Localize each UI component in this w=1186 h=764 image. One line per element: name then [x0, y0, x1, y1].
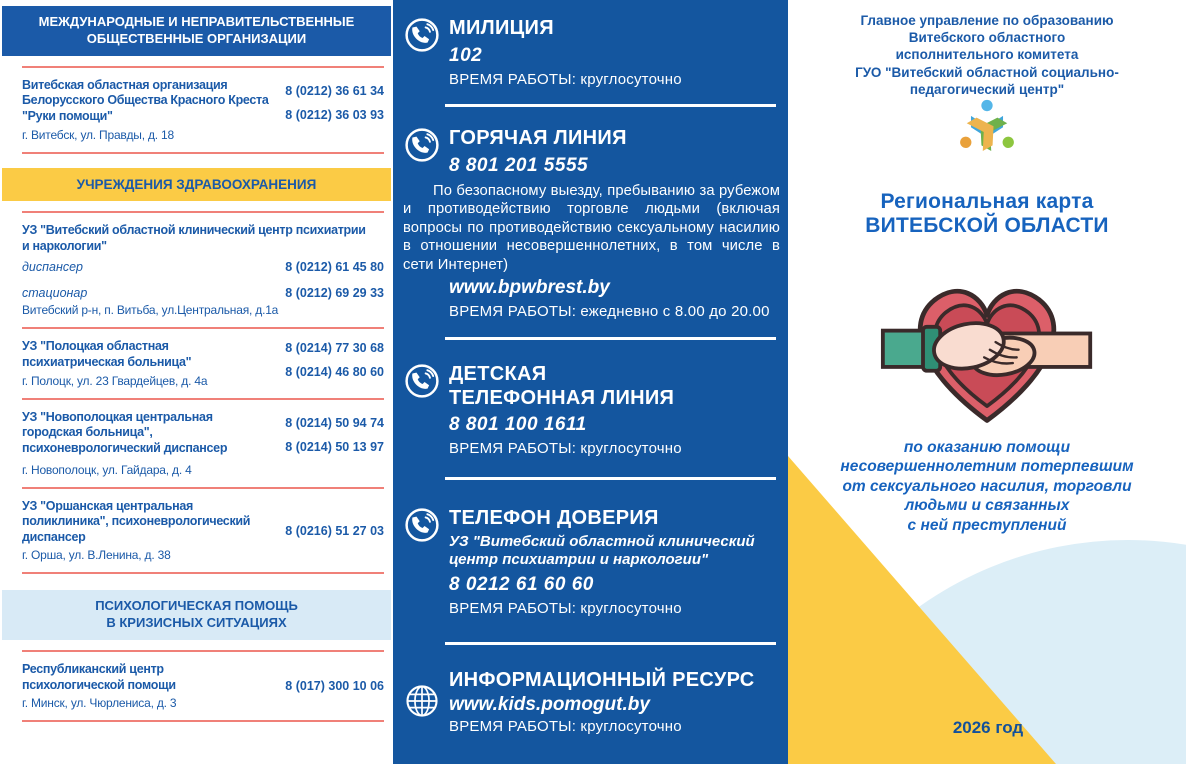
hotline-subtitle: центр психиатрии и наркологии" [449, 550, 709, 568]
entry-title: диспансер [22, 529, 86, 544]
hotline-number: 102 [449, 44, 483, 66]
hotline-number: 8 801 100 1611 [449, 414, 587, 436]
year-label: 2026 год [952, 718, 1024, 737]
entry-address: г. Минск, ул. Чюрлениса, д. 3 [22, 696, 177, 711]
entry-orsha-polyclinic [0, 489, 393, 573]
divider [22, 572, 384, 574]
unit-label: диспансер [22, 260, 83, 275]
entry-title: УЗ "Витебский областной клинический центр психиатрии [22, 223, 366, 238]
banner-international-organizations [2, 6, 391, 56]
divider [445, 642, 776, 645]
hotline-description: По безопасному выезду, пребыванию за рубежом и противодействию торговле людьми (включая вопросы по противодействию сексуальному насилию в отношении несовершеннолетних, в том числе в сети Интернет) [403, 182, 780, 273]
department-name: Главное управление по образованию Витебского областного исполнительного комитета [860, 13, 1114, 62]
entry-title: психоневрологический диспансер [22, 440, 228, 455]
hotline-info-resource [403, 668, 780, 735]
phone-icon [403, 16, 441, 54]
phone-number: 8 (017) 300 10 06 [285, 679, 384, 694]
phone-icon [403, 362, 441, 400]
entry-republican-center [0, 652, 393, 720]
hotline-schedule: ВРЕМЯ РАБОТЫ: ежедневно с 8.00 до 20.00 [449, 303, 770, 321]
hotline-number: 8 0212 61 60 60 [449, 573, 594, 595]
divider [22, 720, 384, 722]
hotline-schedule: ВРЕМЯ РАБОТЫ: круглосуточно [449, 599, 682, 617]
divider [445, 337, 776, 340]
phone-number: 8 (0214) 50 13 97 [285, 439, 384, 454]
hotline-title: ДЕТСКАЯ [449, 363, 547, 385]
phone-number: 8 (0214) 50 94 74 [285, 415, 384, 430]
hotline-website-link[interactable]: www.kids.pomogut.by [449, 693, 650, 715]
hotline-title: ТЕЛЕФОН ДОВЕРИЯ [449, 507, 659, 529]
hotline-title: МИЛИЦИЯ [449, 17, 554, 39]
organization-name: ГУО "Витебский областной социально- педагогический центр" [855, 65, 1119, 97]
hotline-title: ИНФОРМАЦИОННЫЙ РЕСУРС [449, 669, 755, 691]
phone-number: 8 (0216) 51 27 03 [285, 523, 384, 538]
hotline-trust [403, 506, 780, 617]
banner-line: В КРИЗИСНЫХ СИТУАЦИЯХ [106, 615, 287, 631]
center-logo [788, 98, 1186, 169]
entry-title: психиатрическая больница" [22, 355, 192, 370]
hotline-schedule: ВРЕМЯ РАБОТЫ: круглосуточно [449, 717, 682, 735]
phone-number: 8 (0214) 77 30 68 [285, 341, 384, 356]
phone-number: 8 (0214) 46 80 60 [285, 365, 384, 380]
divider [22, 152, 384, 154]
hotline-children [403, 362, 780, 457]
cover-title: Региональная карта ВИТЕБСКОЙ ОБЛАСТИ [865, 190, 1109, 237]
hotlines-panel [393, 0, 788, 764]
entry-title: городская больница", [22, 425, 153, 440]
entry-red-cross [0, 68, 393, 152]
divider [445, 477, 776, 480]
phone-icon [403, 506, 441, 544]
hotline-schedule: ВРЕМЯ РАБОТЫ: круглосуточно [449, 440, 682, 458]
cover-tagline: по оказанию помощи несовершеннолетним потерпевшим от сексуального насилия, торговли людьми и связанных с ней преступлений [840, 439, 1134, 534]
entry-title: УЗ "Оршанская центральная [22, 498, 194, 513]
entry-title: Витебская областная организация [22, 77, 228, 92]
hotline-subtitle: УЗ "Витебский областной клинический [449, 532, 755, 550]
hotline-title: ТЕЛЕФОННАЯ ЛИНИЯ [449, 386, 675, 409]
entry-polotsk-hospital [0, 329, 393, 397]
entry-title: "Руки помощи" [22, 109, 113, 124]
hotline-number: 8 801 201 5555 [449, 154, 589, 176]
banner-line: ОБЩЕСТВЕННЫЕ ОРГАНИЗАЦИИ [86, 30, 307, 46]
entry-vitebsk-psychiatry-center [0, 213, 393, 327]
hotline-title: ГОРЯЧАЯ ЛИНИЯ [449, 127, 627, 149]
hotline-trafficking [403, 126, 780, 320]
entry-address: г. Полоцк, ул. 23 Гвардейцев, д. 4а [22, 373, 208, 388]
banner-line: МЕЖДУНАРОДНЫЕ И НЕПРАВИТЕЛЬСТВЕННЫЕ [38, 14, 355, 29]
hotline-police [403, 16, 780, 88]
hotline-schedule: ВРЕМЯ РАБОТЫ: круглосуточно [449, 70, 682, 88]
entry-title: Белорусского Общества Красного Креста [22, 93, 269, 108]
divider [445, 104, 776, 107]
phone-number: 8 (0212) 36 03 93 [285, 107, 384, 122]
entry-title: поликлиника", психоневрологический [22, 514, 251, 529]
entry-title: УЗ "Новополоцкая центральная [22, 409, 213, 424]
banner-psychological-help [2, 590, 391, 640]
entry-title: Республиканский центр [22, 662, 164, 677]
hotline-website-link[interactable]: www.bpwbrest.by [449, 277, 610, 299]
banner-line: УЧРЕЖДЕНИЯ ЗДРАВООХРАНЕНИЯ [76, 176, 317, 192]
entry-address: г. Новополоцк, ул. Гайдара, д. 4 [22, 462, 192, 477]
contacts-panel [0, 0, 393, 764]
heart-handshake-illustration [788, 258, 1186, 435]
cover-panel [788, 0, 1186, 764]
phone-icon [403, 126, 441, 164]
entry-title: психологической помощи [22, 677, 176, 692]
entry-title: УЗ "Полоцкая областная [22, 339, 169, 354]
phone-number: 8 (0212) 69 29 33 [285, 286, 384, 301]
entry-title: и наркологии" [22, 238, 107, 253]
phone-number: 8 (0212) 36 61 34 [285, 83, 384, 98]
banner-line: ПСИХОЛОГИЧЕСКАЯ ПОМОЩЬ [95, 598, 298, 614]
entry-address: г. Орша, ул. В.Ленина, д. 38 [22, 548, 171, 563]
entry-address: Витебский р-н, п. Витьба, ул.Центральная, д.1а [22, 303, 279, 318]
globe-icon [403, 682, 441, 720]
banner-health-institutions [2, 168, 391, 202]
unit-label: стационар [22, 286, 88, 301]
phone-number: 8 (0212) 61 45 80 [285, 260, 384, 275]
entry-address: г. Витебск, ул. Правды, д. 18 [22, 127, 174, 142]
entry-novopolotsk-hospital [0, 400, 393, 487]
